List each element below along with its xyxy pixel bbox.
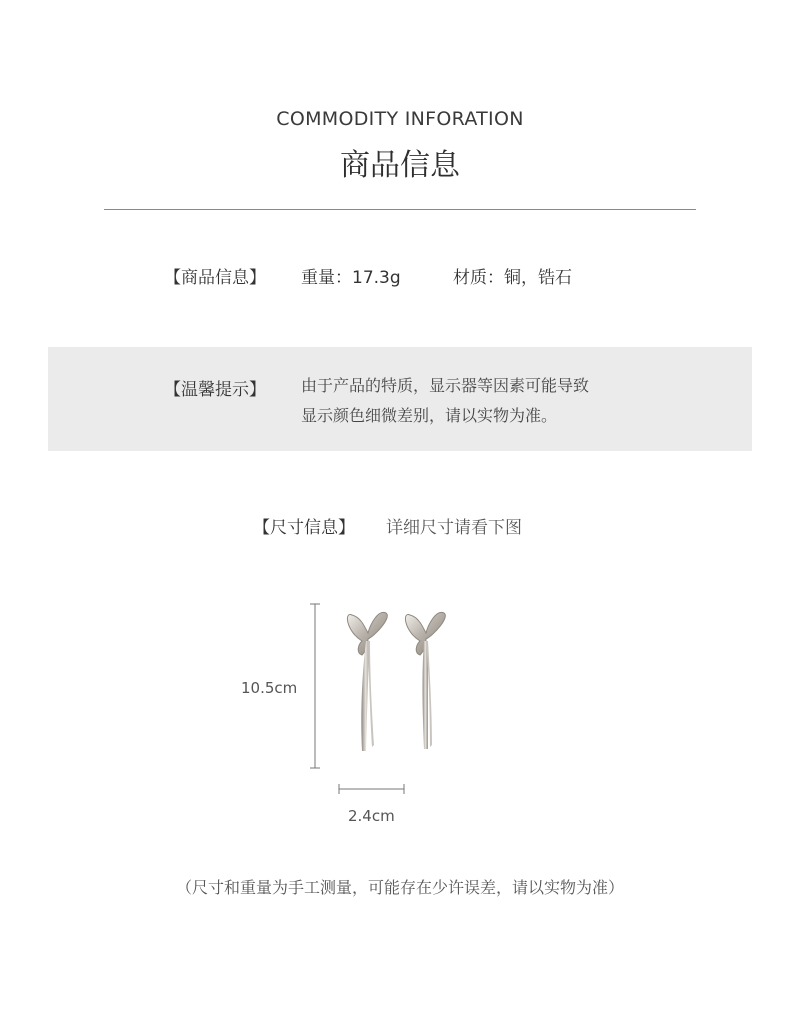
left-earring	[347, 612, 387, 751]
width-dimension-line	[336, 782, 408, 796]
tip-line-2: 显示颜色细微差别，请以实物为准。	[301, 406, 558, 425]
title-english: COMMODITY INFORATION	[276, 108, 524, 130]
tip-label: 【温馨提示】	[164, 380, 266, 400]
weight-text: 重量：17.3g	[301, 268, 401, 288]
title-chinese: 商品信息	[340, 148, 460, 183]
size-text: 详细尺寸请看下图	[386, 518, 522, 538]
divider	[104, 209, 696, 210]
width-label: 2.4cm	[348, 807, 395, 825]
measurement-note: （尺寸和重量为手工测量，可能存在少许误差，请以实物为准）	[175, 878, 624, 897]
right-earring	[405, 612, 445, 749]
height-label: 10.5cm	[241, 679, 298, 697]
info-label: 【商品信息】	[164, 268, 266, 288]
earrings-image	[300, 595, 480, 775]
tip-line-1: 由于产品的特质，显示器等因素可能导致	[301, 376, 590, 395]
material-text: 材质：铜，锆石	[453, 268, 572, 288]
height-dimension-line	[308, 600, 322, 772]
size-label: 【尺寸信息】	[253, 518, 355, 538]
